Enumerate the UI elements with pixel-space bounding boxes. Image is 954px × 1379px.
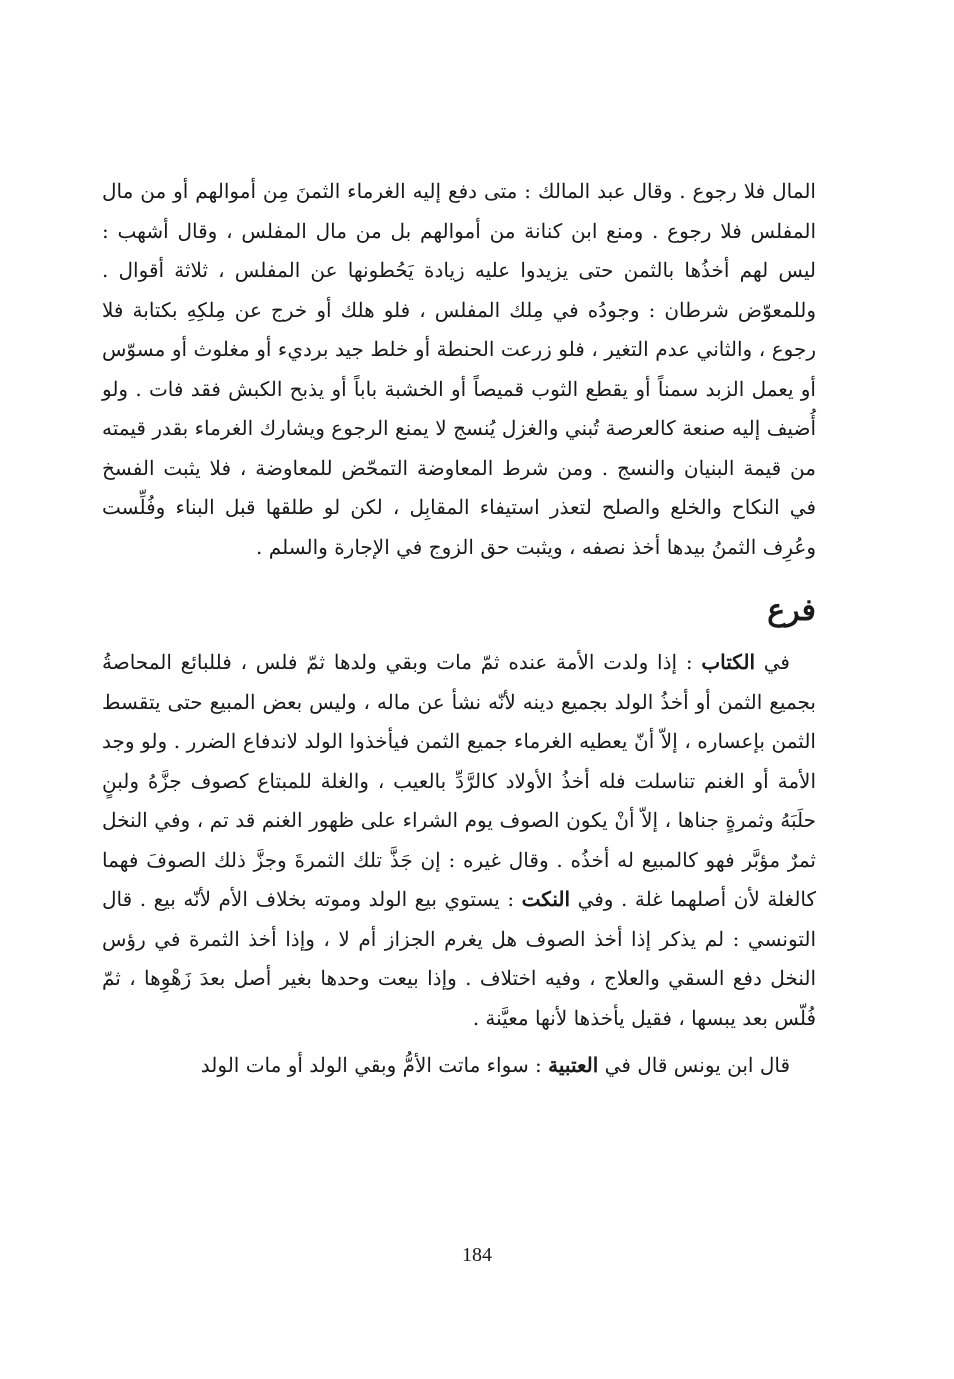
keyword-utbiyya: العتبية xyxy=(548,1053,599,1077)
paragraph-2-text-1: : إذا ولدت الأمة عنده ثمّ مات وبقي ولدها ثمّ فلس ، فللبائع المحاصةُ بجميع الثمن أو أخذُ الولد بجميع دينه لأنّه نشأ عن ماله ، وليس بعض المبيع حتى يتقسط الثمن بإعساره ، إلاّ أنّ يعطيه الغرماء جميع الثمن فيأخذوا الولد لاندفاع الضرر . ولو وجد الأمة أو الغنم تناسلت فله أخذُ الأولاد كالرَّدِّ بالعيب ، والغلة للمبتاع كصوف جزَّهُ ولبنٍ حلَبَهُ وثمرةٍ جناها ، إلاّ أنْ يكون الصوف يوم الشراء على ظهور الغنم قد تم ، وفي النخل ثمرٌ مؤبَّر فهو كالمبيع له أخذُه . وقال غيره : إن جَذَّ تلك الثمرةَ وجزَّ ذلك الصوفَ فهما كالغلة لأن أصلهما غلة . وفي xyxy=(102,650,817,911)
paragraph-2-lead: في xyxy=(763,650,790,674)
page-number: 184 xyxy=(462,1244,492,1266)
paragraph-3-lead: قال ابن يونس قال في xyxy=(604,1053,790,1077)
paragraph-2-text-2: : يستوي بيع الولد وموته بخلاف الأم لأنّه بيع . قال التونسي : لم يذكر إذا أخذ الصوف هل يغرم الجزاز أم لا ، وإذا أخذ الثمرة في رؤس النخل دفع السقي والعلاج ، وفيه اختلاف . وإذا بيعت وحدها بغير أصل بعدَ زَهْوِها ، ثمّ فُلّس بعد يبسها ، فقيل يأخذها لأنها معيَّنة . xyxy=(102,887,816,1030)
paragraph-1: المال فلا رجوع . وقال عبد المالك : متى دفع إليه الغرماء الثمنَ مِن أموالهم أو من مال المفلس فلا رجوع . ومنع ابن كنانة من أموالهم بل من مال المفلس ، وقال أشهب : ليس لهم أخذُها بالثمن حتى يزيدوا عليه زيادة يَحُطونها عن المفلس ، ثلاثة أقوال . وللمعوّض شرطان : وجودُه في مِلك المفلس ، فلو هلك أو خرج عن مِلكِهِ بكتابة فلا رجوع ، والثاني عدم التغير ، فلو زرعت الحنطة أو خلط جيد برديء أو مغلوث أو مسوّس أو يعمل الزبد سمناً أو يقطع الثوب قميصاً أو الخشبة باباً أو يذبح الكبش فقد فات . ولو أُضيف إليه صنعة كالعرصة تُبني والغزل يُنسج لا يمنع الرجوع ويشارك الغرماء بقدر قيمته من قيمة البنيان والنسج . ومن شرط المعاوضة التمحّض للمعاوضة ، فلا يثبت الفسخ في النكاح والخلع والصلح لتعذر استيفاء المقابِل ، لكن لو طلقها قبل البناء وفُلِّست وعُرِف الثمنُ بيدها أخذ نصفه ، ويثبت حق الزوج في الإجارة والسلم . xyxy=(102,179,816,559)
paragraph-2 xyxy=(102,643,816,1038)
paragraph-3-text: : سواء ماتت الأمُّ وبقي الولد أو مات الولد xyxy=(200,1053,542,1077)
page-body xyxy=(102,172,816,1086)
keyword-kitab: الكتاب xyxy=(701,650,755,674)
paragraph-3 xyxy=(102,1046,816,1086)
section-heading: فرع xyxy=(767,593,816,628)
keyword-nukat: النكت xyxy=(521,887,571,911)
